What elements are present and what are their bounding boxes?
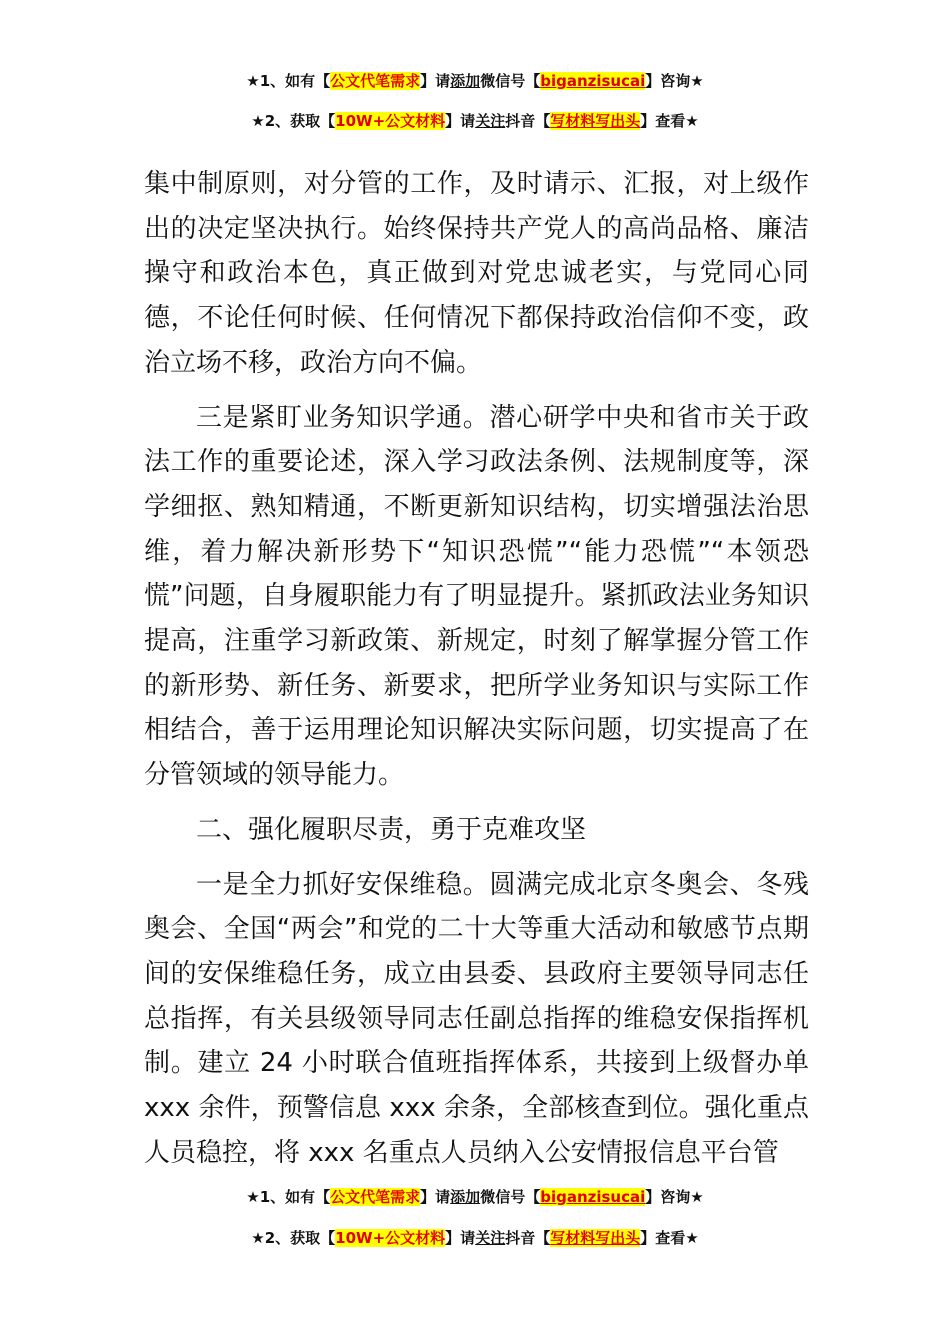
highlight-wechat-id: biganzisucai xyxy=(540,1188,646,1206)
highlight-materials: 10W+公文材料 xyxy=(335,112,446,130)
notice-text: 】请 xyxy=(445,112,476,130)
highlight-douyin-account: 写材料写出头 xyxy=(550,112,641,130)
underlined-action: 关注 xyxy=(475,112,506,130)
star-icon: ★ xyxy=(251,112,265,130)
star-icon: ★ xyxy=(685,1229,699,1247)
paragraph-security-stability: 一是全力抓好安保维稳。圆满完成北京冬奥会、冬残奥会、全国“两会”和党的二十大等重大活动和敏感节点期间的安保维稳任务，成立由县委、县政府主要领导同志任总指挥，有关县级领导同志任副总指挥的维稳安保指挥机制。建立 24 小时联合值班指挥体系，共接到上级督办单 xxx 余件，预警信息 xxx 余条，全部核查到位。强化重点人员稳控，将 xxx 名重点人员纳入公安情报信息平台管 xyxy=(144,869,809,1168)
notice-text: 】请 xyxy=(420,72,451,90)
highlight-service: 公文代笔需求 xyxy=(330,1188,421,1206)
notice-text: 】咨询 xyxy=(645,72,691,90)
underlined-action: 关注 xyxy=(475,1229,506,1247)
star-icon: ★ xyxy=(690,72,704,90)
notice-text: 微信号【 xyxy=(480,1188,541,1206)
notice-text: 】查看 xyxy=(640,1229,686,1247)
notice-text: 1、如有【 xyxy=(259,72,331,90)
notice-text: 】请 xyxy=(445,1229,476,1247)
notice-text: 抖音【 xyxy=(505,112,551,130)
underlined-action: 添加 xyxy=(450,72,481,90)
star-icon: ★ xyxy=(246,72,260,90)
paragraph-continued: 集中制原则，对分管的工作，及时请示、汇报，对上级作出的决定坚决执行。始终保持共产党人的高尚品格、廉洁操守和政治本色，真正做到对党忠诚老实，与党同心同德，不论任何时候、任何情况下都保持政治信仰不变，政治立场不移，政治方向不偏。 xyxy=(144,169,809,378)
notice-text: 】请 xyxy=(420,1188,451,1206)
notice-text: 2、获取【 xyxy=(264,1229,336,1247)
highlight-wechat-id: biganzisucai xyxy=(540,72,646,90)
notice-text: 2、获取【 xyxy=(264,112,336,130)
notice-text: 】咨询 xyxy=(645,1188,691,1206)
star-icon: ★ xyxy=(251,1229,265,1247)
notice-text: 】查看 xyxy=(640,112,686,130)
footer-notice-line-1 xyxy=(0,1186,950,1208)
section-heading: 二、强化履职尽责，勇于克难攻坚 xyxy=(196,814,587,845)
header-notice-line-1 xyxy=(0,70,950,92)
footer-notice-line-2 xyxy=(0,1227,950,1249)
star-icon: ★ xyxy=(685,112,699,130)
highlight-service: 公文代笔需求 xyxy=(330,72,421,90)
star-icon: ★ xyxy=(690,1188,704,1206)
header-notice-line-2 xyxy=(0,110,950,132)
notice-text: 微信号【 xyxy=(480,72,541,90)
document-body xyxy=(144,162,809,1175)
paragraph-business-knowledge: 三是紧盯业务知识学通。潜心研学中央和省市关于政法工作的重要论述，深入学习政法条例、法规制度等，深学细抠、熟知精通，不断更新知识结构，切实增强法治思维，着力解决新形势下“知识恐慌”“能力恐慌”“本领恐慌”问题，自身履职能力有了明显提升。紧抓政法业务知识提高，注重学习新政策、新规定，时刻了解掌握分管工作的新形势、新任务、新要求，把所学业务知识与实际工作相结合，善于运用理论知识解决实际问题，切实提高了在分管领域的领导能力。 xyxy=(144,402,809,791)
underlined-action: 添加 xyxy=(450,1188,481,1206)
notice-text: 抖音【 xyxy=(505,1229,551,1247)
highlight-materials: 10W+公文材料 xyxy=(335,1229,446,1247)
notice-text: 1、如有【 xyxy=(259,1188,331,1206)
highlight-douyin-account: 写材料写出头 xyxy=(550,1229,641,1247)
star-icon: ★ xyxy=(246,1188,260,1206)
